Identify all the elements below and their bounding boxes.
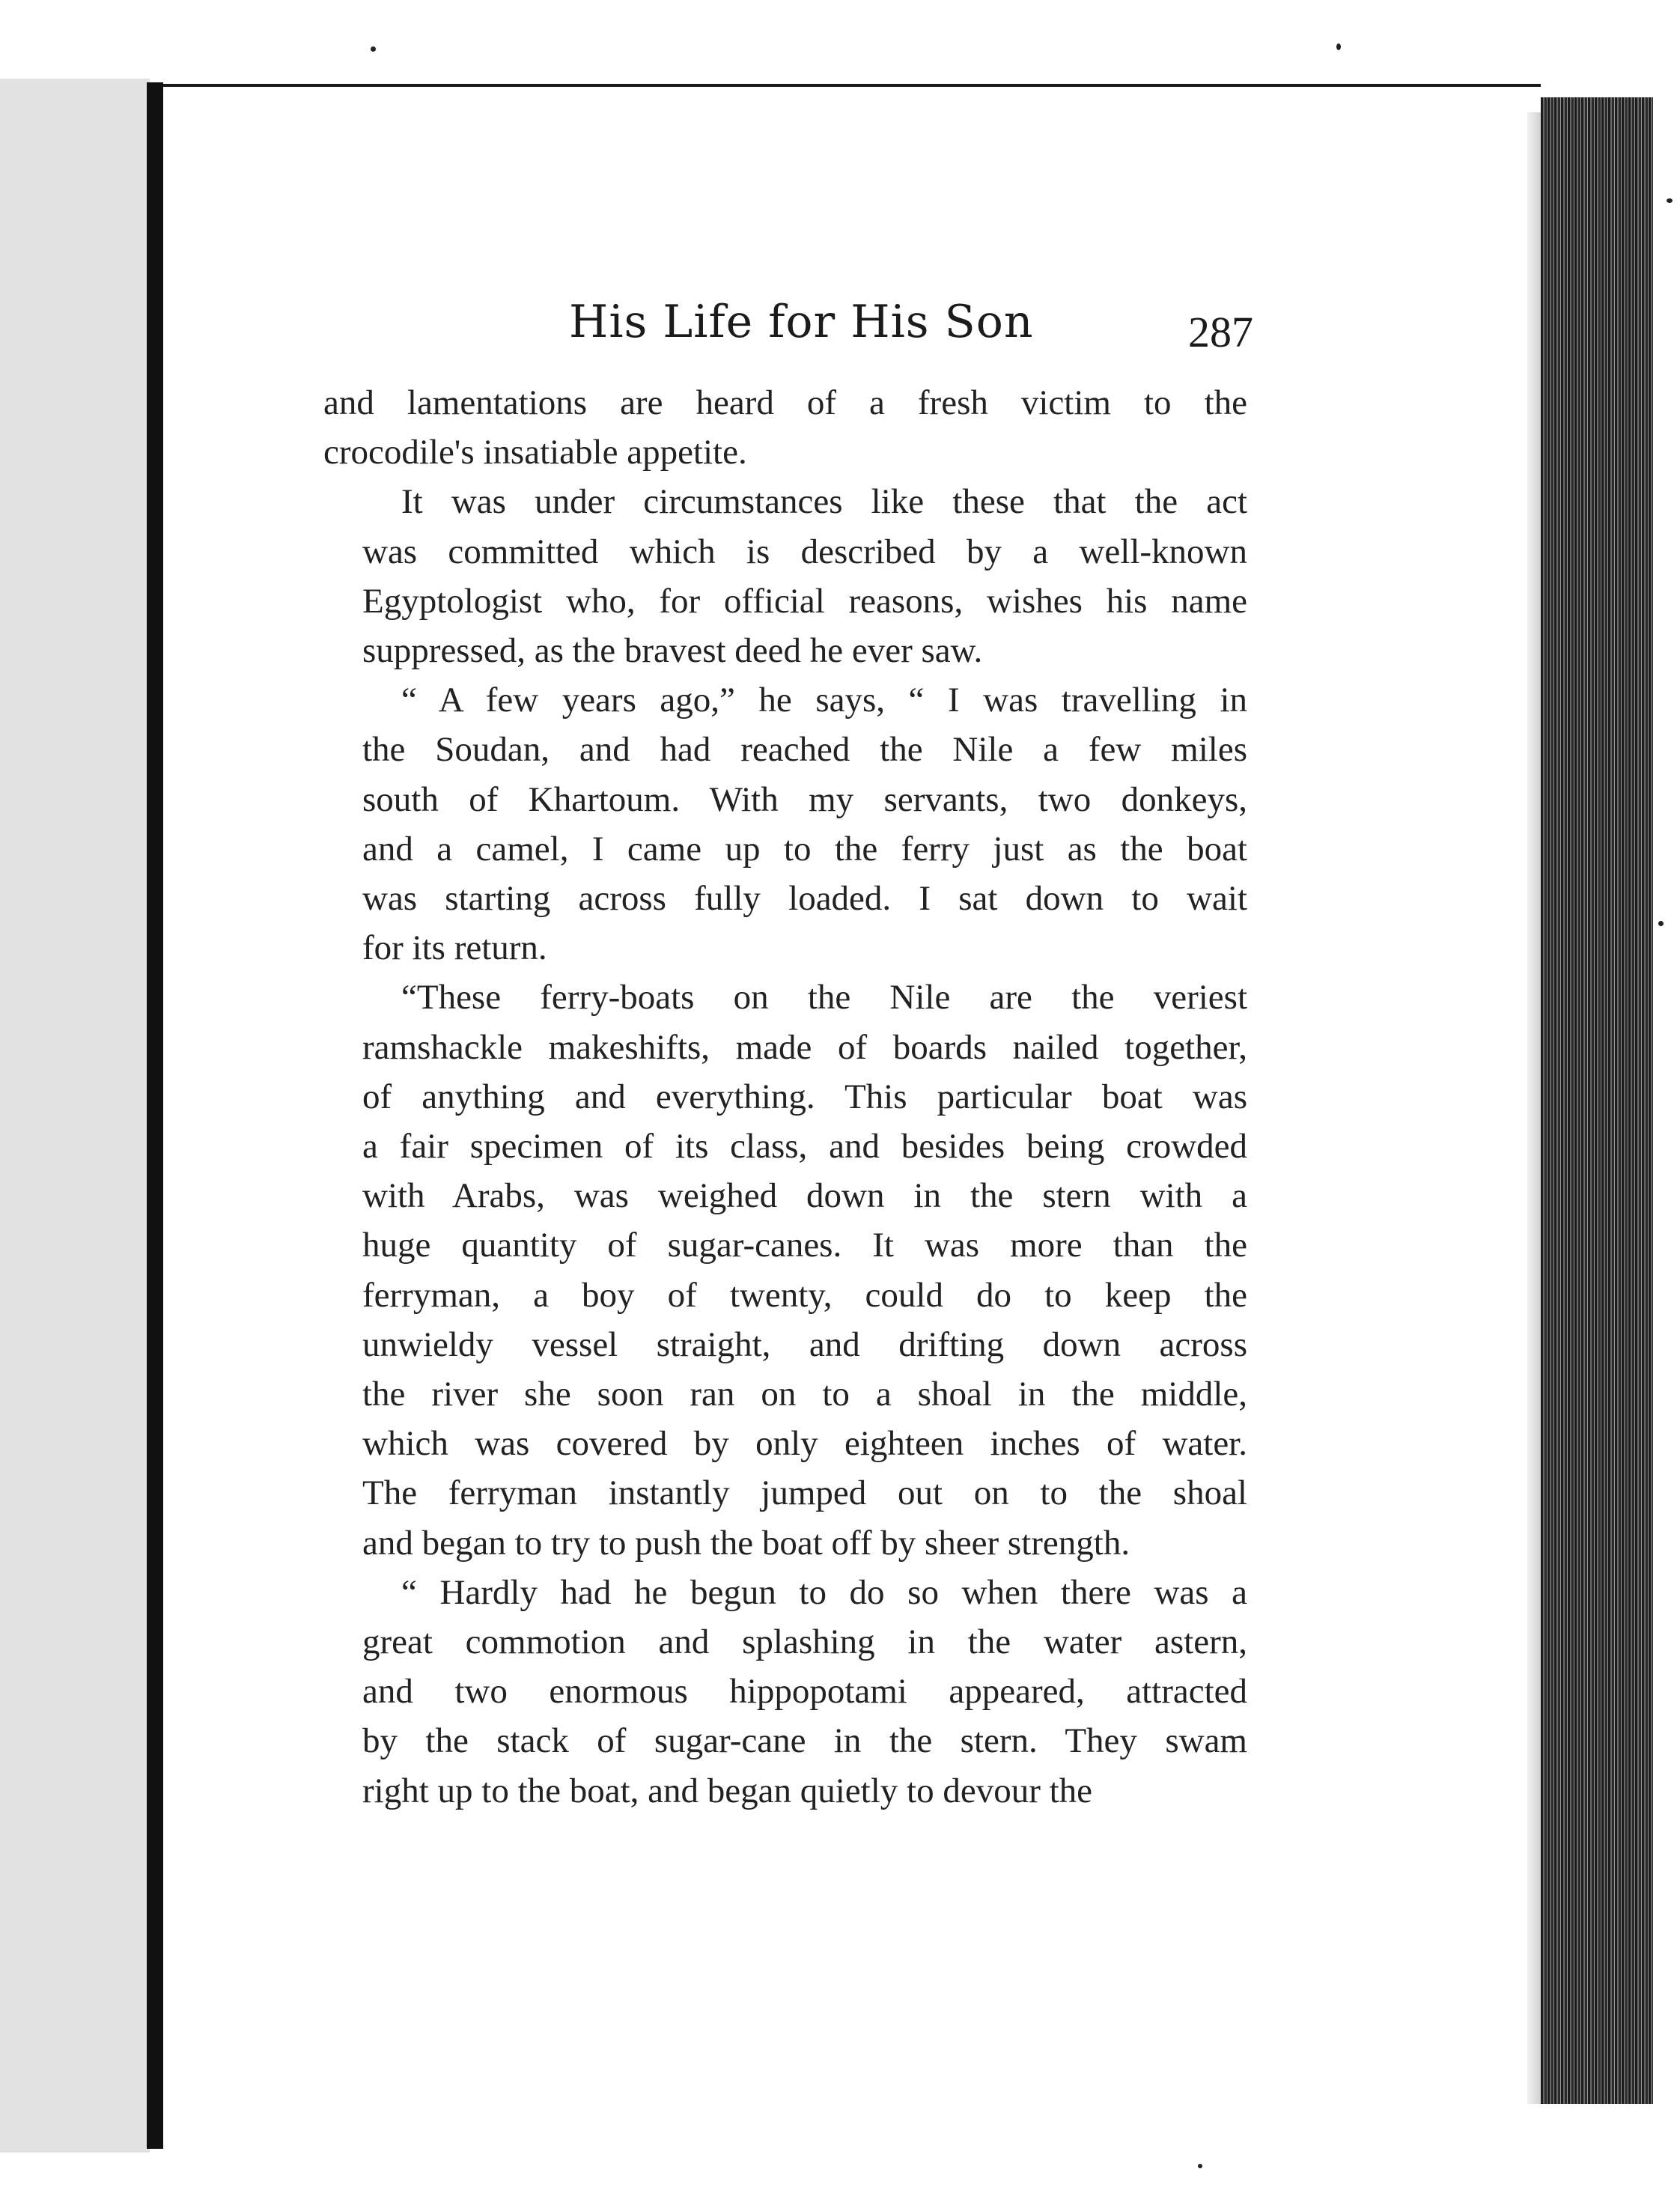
text-line: and lamentations are heard of a fresh victim to the (323, 383, 1247, 422)
text-line: and two enormous hippopotami appeared, attracted (362, 1672, 1247, 1712)
text-line: was starting across fully loaded. I sat down to wait (362, 879, 1247, 919)
paragraph (323, 477, 1247, 675)
text-line: for its return. (362, 928, 547, 968)
text-line: of anything and everything. This particular boat was (362, 1077, 1247, 1116)
text-line: a fair specimen of its class, and besides being crowded (362, 1127, 1247, 1166)
dust-speck (1658, 921, 1664, 926)
page-number: 287 (1188, 308, 1253, 356)
text-line: The ferryman instantly jumped out on to the shoal (362, 1473, 1247, 1513)
paragraph (323, 1568, 1247, 1816)
paragraph (323, 378, 1247, 477)
text-line: “These ferry-boats on the Nile are the veriest (401, 978, 1247, 1018)
text-line: and began to try to push the boat off by sheer strength. (362, 1523, 1130, 1563)
text-line: suppressed, as the bravest deed he ever saw. (362, 631, 983, 671)
facing-page-edge (0, 79, 150, 2153)
text-line: the river she soon ran on to a shoal in the middle, (362, 1375, 1247, 1414)
text-line: huge quantity of sugar-canes. It was more than the (362, 1226, 1247, 1265)
text-line: ferryman, a boy of twenty, could do to keep the (362, 1275, 1247, 1315)
dust-speck (371, 46, 376, 52)
text-line: which was covered by only eighteen inches of water. (362, 1424, 1247, 1464)
dust-speck (1336, 43, 1341, 50)
text-line: was committed which is described by a well-known (362, 532, 1247, 571)
paragraph (323, 675, 1247, 973)
paragraph (323, 973, 1247, 1567)
text-line: and a camel, I came up to the ferry just as the boat (362, 829, 1247, 869)
text-line: Egyptologist who, for official reasons, wishes his name (362, 581, 1247, 621)
text-line: the Soudan, and had reached the Nile a few miles (362, 730, 1247, 770)
text-line: It was under circumstances like these that the act (401, 482, 1247, 522)
dust-speck (1198, 2164, 1202, 2168)
text-line: by the stack of sugar-cane in the stern. They swam (362, 1721, 1247, 1761)
running-head: His Life for His Son (569, 296, 1034, 348)
page-block-fore-edge (1541, 97, 1653, 2104)
text-line: crocodile's insatiable appetite. (323, 433, 747, 472)
text-line: ramshackle makeshifts, made of boards nailed together, (362, 1027, 1247, 1067)
text-line: “ Hardly had he begun to do so when there was a (401, 1572, 1247, 1612)
text-line: right up to the boat, and began quietly to devour the (362, 1771, 1093, 1810)
dust-speck (1667, 198, 1673, 203)
text-line: unwieldy vessel straight, and drifting down across (362, 1324, 1247, 1364)
text-line: with Arabs, was weighed down in the stern with a (362, 1176, 1247, 1216)
text-line: great commotion and splashing in the water astern, (362, 1622, 1247, 1662)
body-text (323, 378, 1247, 1816)
gutter-shadow (147, 82, 163, 2149)
text-line: south of Khartoum. With my servants, two donkeys, (362, 779, 1247, 819)
text-line: “ A few years ago,” he says, “ I was travelling in (401, 681, 1247, 720)
